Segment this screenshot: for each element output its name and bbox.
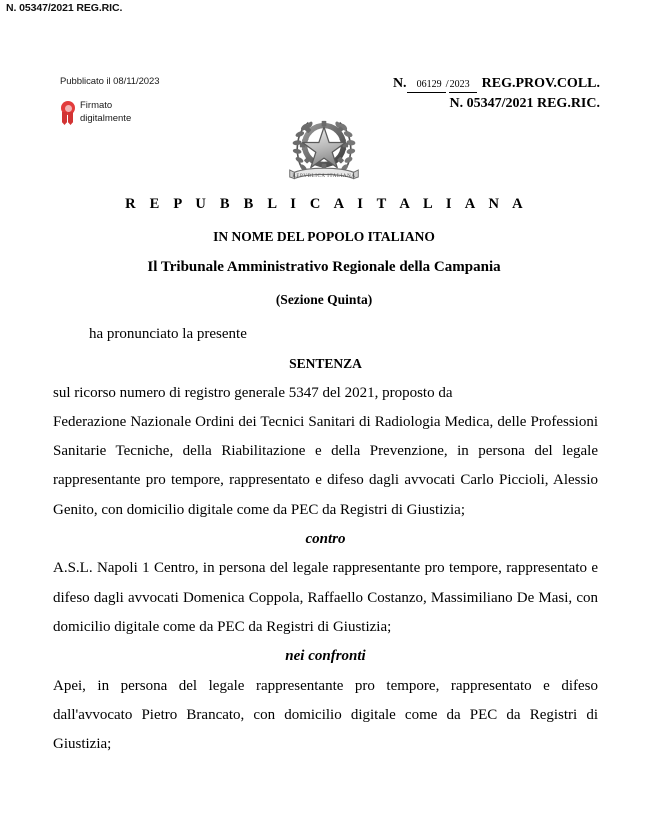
- registry-block: [393, 74, 600, 113]
- title-in-name-of-people: IN NOME DEL POPOLO ITALIANO: [213, 229, 435, 244]
- publication-date: Pubblicato il 08/11/2023: [60, 76, 160, 87]
- title-republic: R E P U B B L I C A I T A L I A N A: [125, 196, 528, 212]
- registry-year-field: 2023: [449, 78, 477, 93]
- paragraph-third-party: Apei, in persona del legale rappresentante pro tempore, rappresentato e difeso dall'avvocato Pietro Brancato, con domicilio digitale come da PEC da Registri di Giustizia;: [53, 677, 598, 753]
- title-block: [0, 196, 648, 308]
- signature-line-1: Firmato: [80, 100, 113, 111]
- running-header: N. 05347/2021 REG.RIC.: [6, 2, 123, 14]
- heading-sentenza: SENTENZA: [289, 356, 362, 372]
- registry-separator: /: [445, 78, 449, 90]
- heading-contro: contro: [305, 531, 346, 548]
- title-court-name: Il Tribunale Amministrativo Regionale della Campania: [147, 259, 501, 275]
- paragraph-pronounced: ha pronunciato la presente: [89, 326, 247, 342]
- registry-provision-line: [393, 74, 600, 94]
- paragraph-respondent: A.S.L. Napoli 1 Centro, in persona del legale rappresentante pro tempore, rappresentato e difeso dagli avvocati Domenica Coppola, Raffaello Costanzo, Massimiliano De Masi, con domicilio digitale come da PEC da Registri di Giustizia;: [53, 560, 598, 635]
- paragraph-appeal-number: sul ricorso numero di registro generale 5347 del 2021, proposto da: [53, 384, 453, 401]
- registry-ric-line: N. 05347/2021 REG.RIC.: [449, 96, 600, 111]
- emblem-container: [0, 110, 648, 184]
- heading-nei-confronti: nei confronti: [285, 648, 366, 665]
- signature-line-2: digitalmente: [80, 112, 132, 124]
- registry-type-label: REG.PROV.COLL.: [481, 76, 600, 91]
- registry-number-field: 06129: [407, 78, 446, 93]
- svg-text:REPVBLICA ITALIANA: REPVBLICA ITALIANA: [292, 173, 356, 179]
- italian-republic-emblem-icon: [285, 110, 363, 184]
- document-body: [53, 320, 598, 759]
- paragraph-applicant: Federazione Nazionale Ordini dei Tecnici Sanitari di Radiologia Medica, delle Professioni Sanitarie Tecniche, della Riabilitazione e della Prevenzione, in persona del legale rappresentante pro tempore, rappresentato e difeso dagli avvocati Carlo Piccioli, Alessio Genito, con domicilio digitale come da PEC da Registri di Giustizia;: [53, 413, 598, 518]
- registry-prefix: N.: [392, 76, 407, 91]
- title-section: (Sezione Quinta): [275, 292, 373, 307]
